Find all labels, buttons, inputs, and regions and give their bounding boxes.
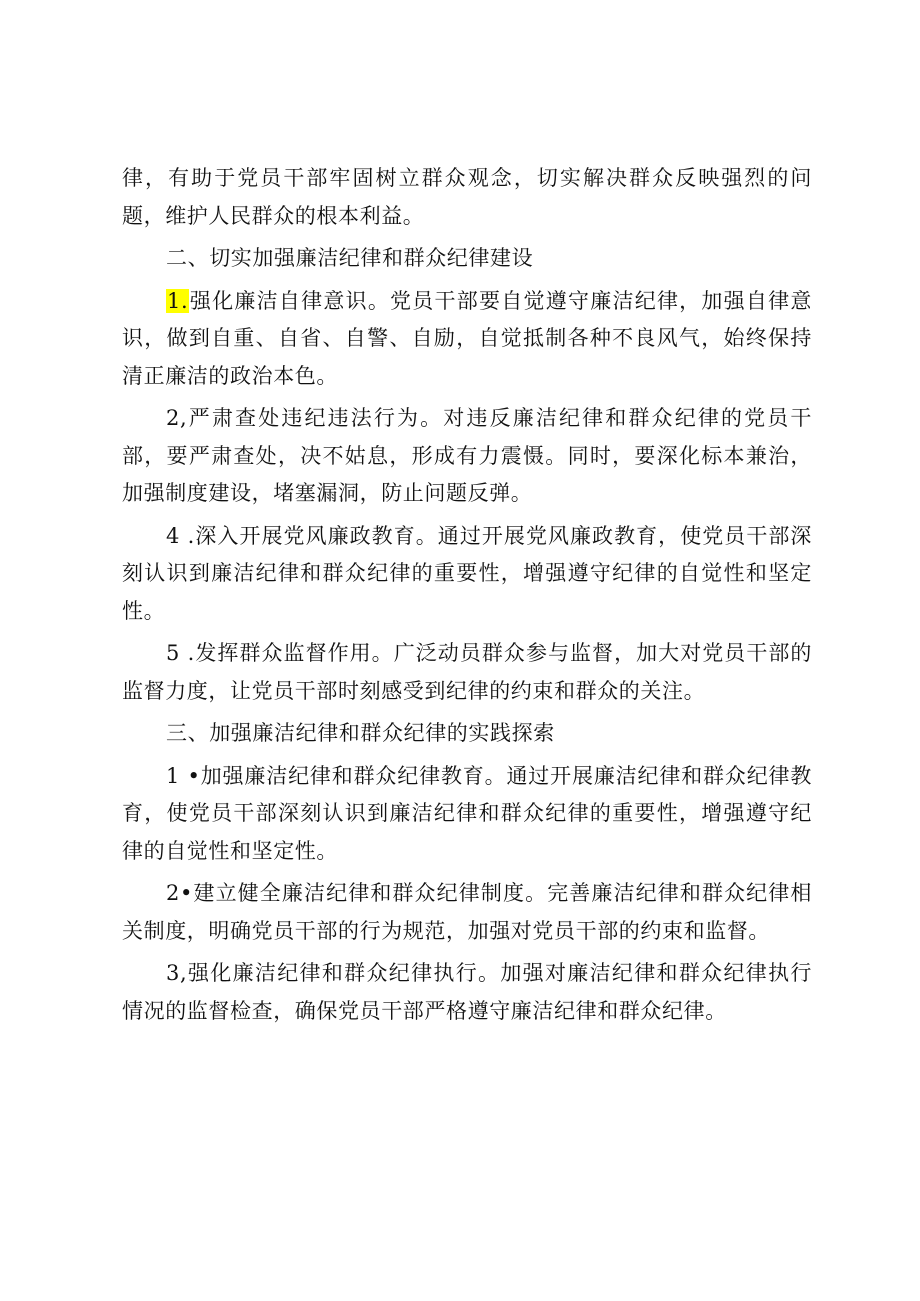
list-item-1 — [122, 283, 812, 396]
section-heading-2: 二、切实加强廉洁纪律和群众纪律建设 — [166, 246, 534, 270]
highlighted-marker: 1. — [167, 288, 189, 313]
list-item-2: 2,严肃查处违纪违法行为。对违反廉洁纪律和群众纪律的党员干部，要严肃查处，决不姑息，形成有力震慑。同时，要深化标本兼治，加强制度建设，堵塞漏洞，防止问题反弹。 — [122, 406, 812, 505]
practice-item-1: 1 •加强廉洁纪律和群众纪律教育。通过开展廉洁纪律和群众纪律教育，使党员干部深刻认识到廉洁纪律和群众纪律的重要性，增强遵守纪律的自觉性和坚定性。 — [122, 763, 812, 863]
list-item-4: 4 .深入开展党风廉政教育。通过开展党风廉政教育，使党员干部深刻认识到廉洁纪律和群众纪律的重要性，增强遵守纪律的自觉性和坚定性。 — [122, 523, 812, 623]
practice-item-2: 2•建立健全廉洁纪律和群众纪律制度。完善廉洁纪律和群众纪律相关制度，明确党员干部的行为规范，加强对党员干部的约束和监督。 — [122, 881, 812, 943]
list-item-1-text: 强化廉洁自律意识。党员干部要自觉遵守廉洁纪律，加强自律意识，做到自重、自省、自警、自励，自觉抵制各种不良风气，始终保持清正廉洁的政治本色。 — [122, 288, 812, 388]
practice-item-3: 3,强化廉洁纪律和群众纪律执行。加强对廉洁纪律和群众纪律执行情况的监督检查，确保党员干部严格遵守廉洁纪律和群众纪律。 — [122, 961, 812, 1023]
document-body — [122, 160, 812, 1035]
list-item-5: 5 .发挥群众监督作用。广泛动员群众参与监督，加大对党员干部的监督力度，让党员干部时刻感受到纪律的约束和群众的关注。 — [122, 641, 812, 703]
paragraph-continuation: 律，有助于党员干部牢固树立群众观念，切实解决群众反映强烈的问题，维护人民群众的根本利益。 — [122, 166, 812, 228]
section-heading-3: 三、加强廉洁纪律和群众纪律的实践探索 — [166, 721, 555, 745]
